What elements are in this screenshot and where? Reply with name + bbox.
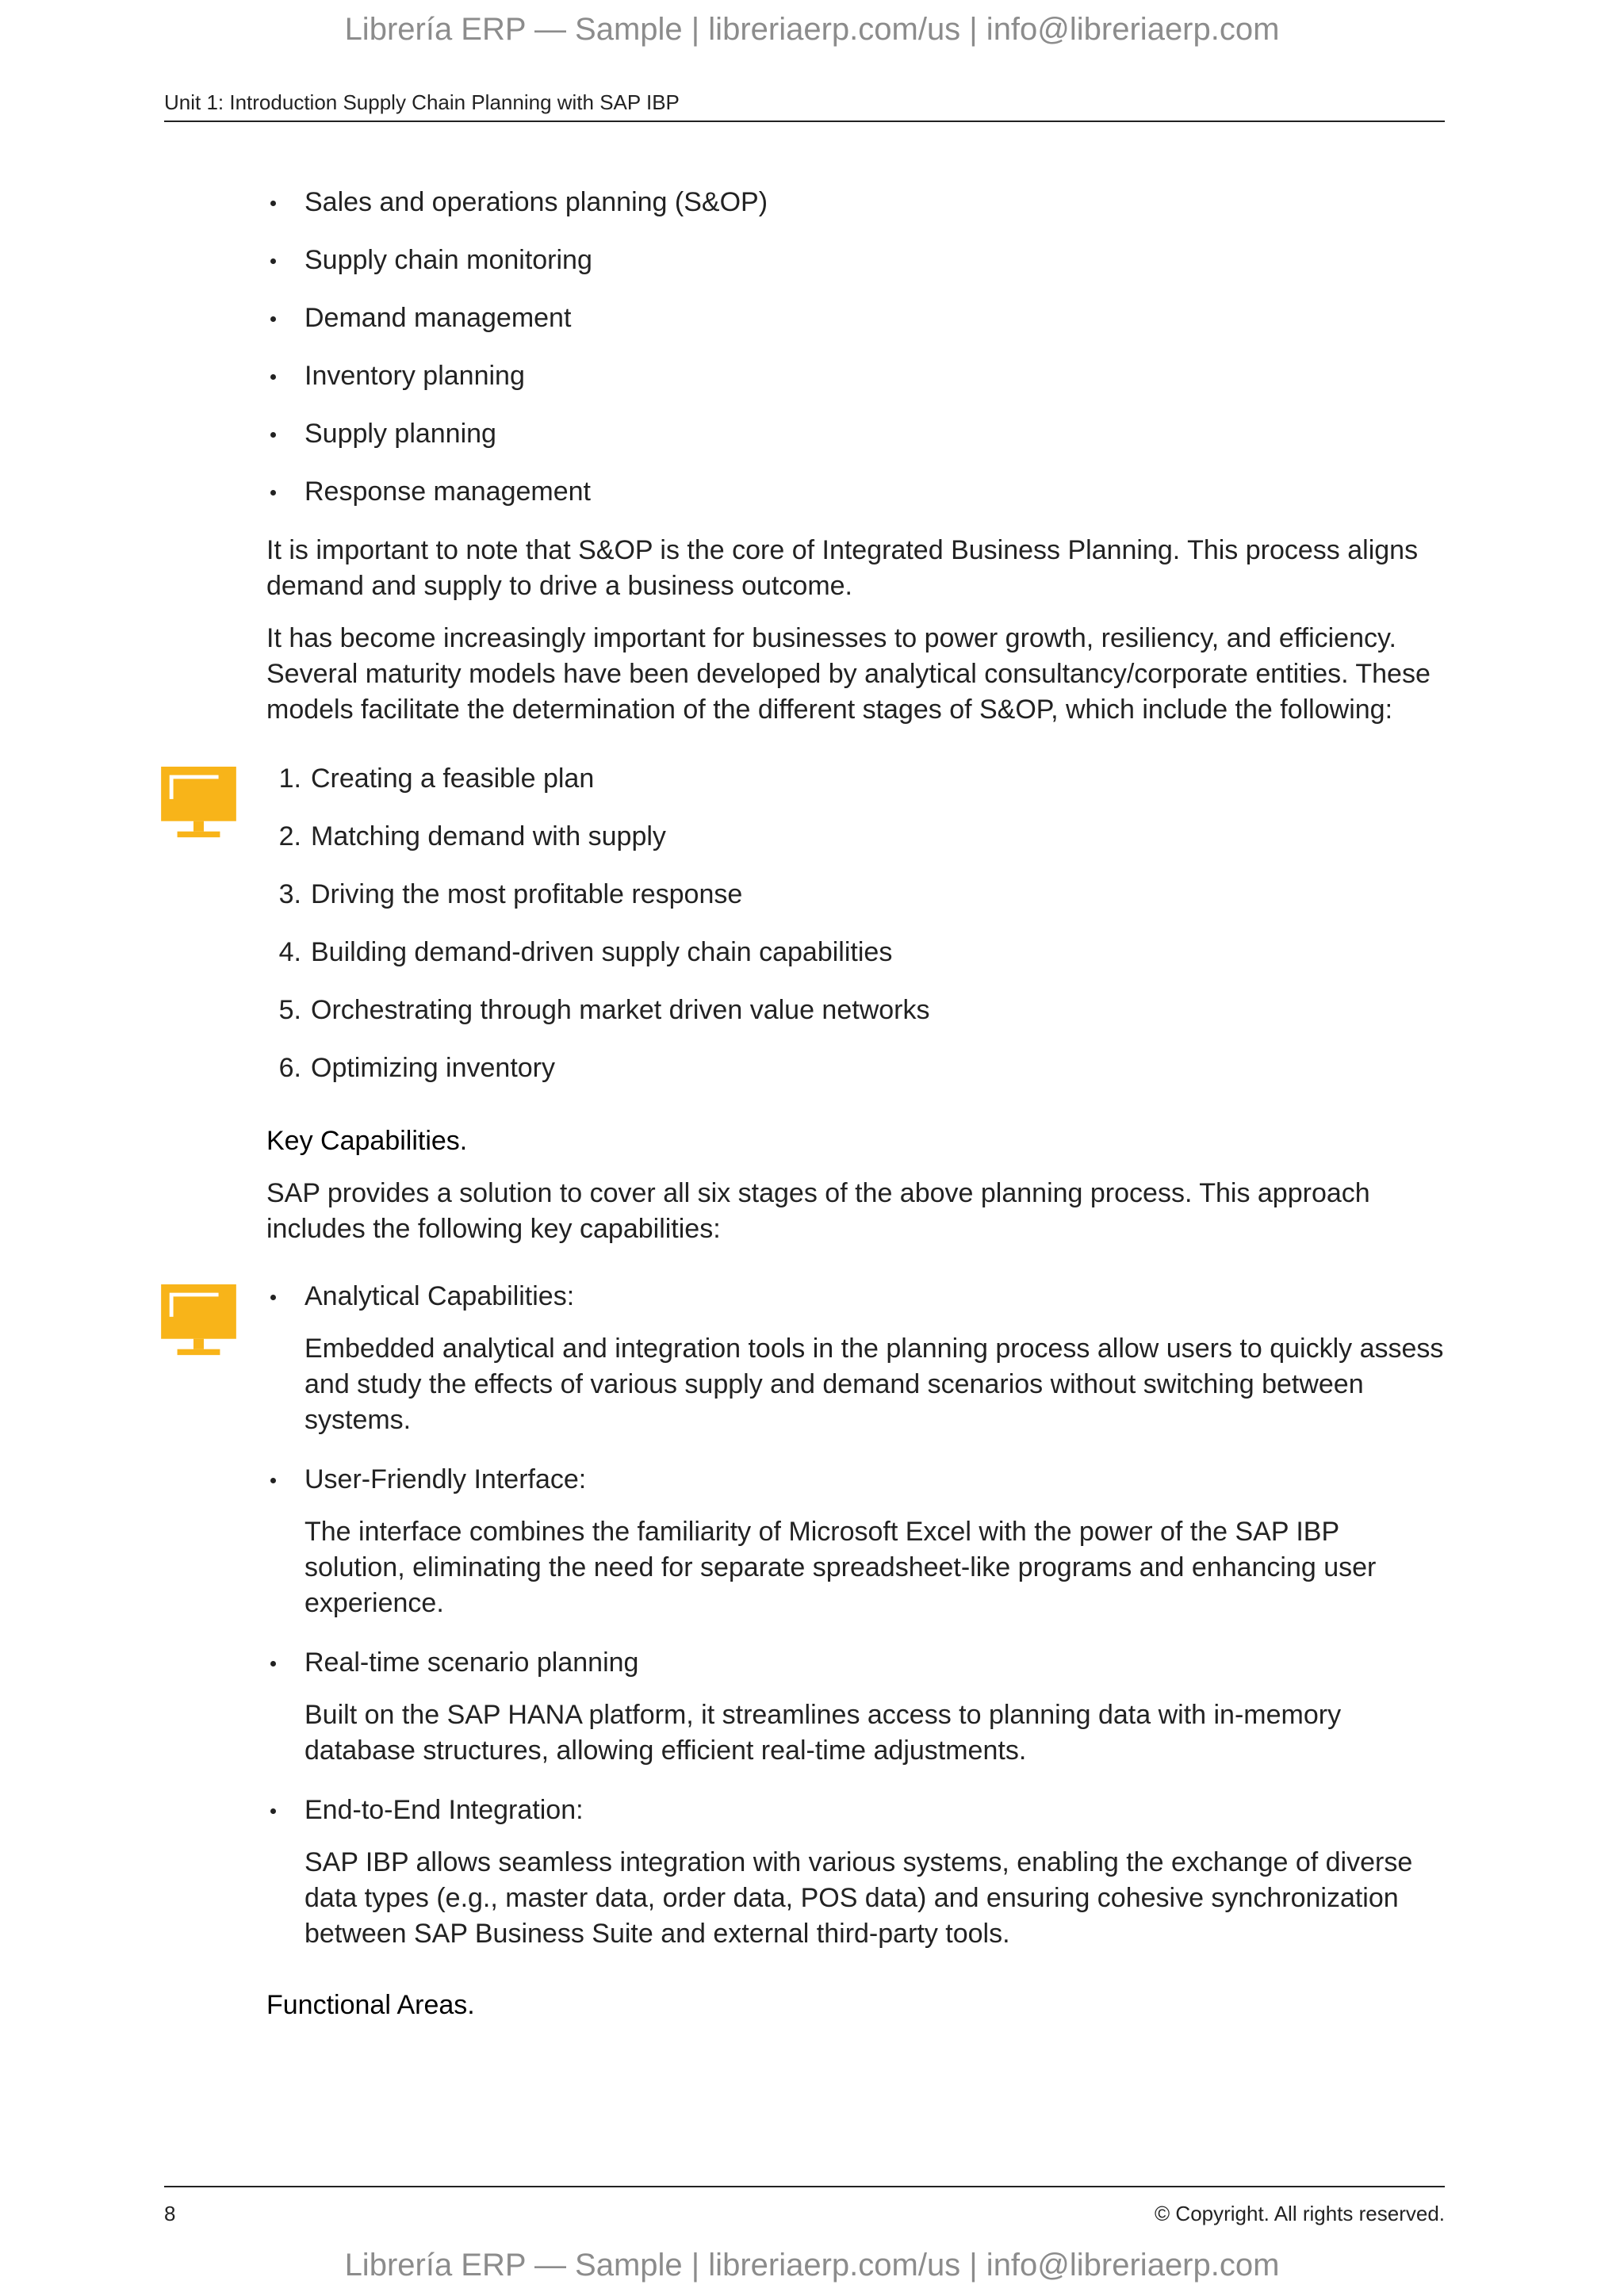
watermark-bottom: Librería ERP — Sample | libreriaerp.com/us | info@libreriaerp.com	[344, 2248, 1280, 2283]
process-list	[266, 185, 1445, 510]
list-item	[266, 877, 1445, 913]
body-paragraph: It has become increasingly important for businesses to power growth, resiliency, and efficiency. Several maturity models have been developed by analytical consultancy/corporate entities. These models facilitate the determination of the different stages of S&OP, which include the following:	[266, 623, 1431, 725]
list-item	[266, 474, 1445, 510]
body-paragraph: It is important to note that S&OP is the core of Integrated Business Planning. This process aligns demand and supply to drive a business outcome.	[266, 535, 1419, 601]
item-number: 6.	[278, 1053, 301, 1083]
list-item	[266, 761, 1445, 797]
list-item	[266, 300, 1445, 336]
header-divider	[164, 121, 1445, 122]
page-content	[266, 185, 1445, 2023]
capability-item	[266, 1462, 1445, 1621]
capability-item	[266, 1279, 1445, 1438]
capability-title: End-to-End Integration:	[304, 1795, 584, 1825]
bullet	[266, 416, 304, 452]
list-item-text: Building demand-driven supply chain capabilities	[311, 937, 893, 967]
body-paragraph: SAP provides a solution to cover all six stages of the above planning process. This approach includes the following key capabilities:	[266, 1178, 1370, 1244]
list-item-text: Demand management	[304, 303, 572, 333]
item-number: 2.	[278, 821, 301, 851]
list-item	[266, 416, 1445, 452]
item-number: 3.	[278, 879, 301, 909]
list-item-text: Matching demand with supply	[311, 821, 666, 851]
list-item-text: Supply chain monitoring	[304, 245, 592, 275]
capability-item	[266, 1793, 1445, 1952]
footer-divider	[164, 2186, 1445, 2187]
list-item-text: Orchestrating through market driven value networks	[311, 995, 930, 1025]
page-number: 8	[164, 2202, 176, 2225]
list-item	[266, 358, 1445, 394]
list-item-text: Response management	[304, 476, 592, 507]
section-heading-key-capabilities: Key Capabilities.	[266, 1126, 468, 1156]
monitor-icon	[161, 767, 236, 839]
item-number: 5.	[278, 995, 301, 1025]
list-item	[266, 243, 1445, 278]
list-item-text: Supply planning	[304, 419, 496, 449]
bullet	[266, 185, 304, 220]
list-item	[266, 993, 1445, 1028]
item-number: 4.	[278, 937, 301, 967]
list-item-text: Driving the most profitable response	[311, 879, 743, 909]
bullet	[266, 243, 304, 278]
capability-description: SAP IBP allows seamless integration with various systems, enabling the exchange of diverse data types (e.g., master data, order data, POS data) and ensuring cohesive synchronization between SAP Business Suite and external third-party tools.	[304, 1847, 1413, 1949]
list-item-text: Optimizing inventory	[311, 1053, 556, 1083]
bullet	[266, 358, 304, 394]
watermark-top: Librería ERP — Sample | libreriaerp.com/us | info@libreriaerp.com	[344, 12, 1280, 47]
copyright-notice: © Copyright. All rights reserved.	[1155, 2202, 1445, 2225]
capability-title-row	[266, 1462, 1445, 1498]
capabilities-list	[266, 1279, 1445, 1952]
running-header: Unit 1: Introduction Supply Chain Planning with SAP IBP	[164, 90, 680, 114]
item-number: 1.	[278, 763, 301, 794]
section-heading-functional-areas: Functional Areas.	[266, 1990, 475, 2020]
bullet	[266, 1462, 304, 1498]
list-item	[266, 819, 1445, 855]
capability-title-row	[266, 1793, 1445, 1828]
list-item-text: Sales and operations planning (S&OP)	[304, 187, 768, 217]
capability-title-row	[266, 1279, 1445, 1314]
capability-item	[266, 1645, 1445, 1769]
list-item-text: Creating a feasible plan	[311, 763, 595, 794]
capability-title: User-Friendly Interface:	[304, 1464, 587, 1494]
bullet	[266, 1279, 304, 1314]
capability-title: Analytical Capabilities:	[304, 1281, 575, 1311]
capability-description: The interface combines the familiarity of Microsoft Excel with the power of the SAP IBP solution, eliminating the need for separate spreadsheet-like programs and enhancing user experience.	[304, 1517, 1377, 1618]
stages-list	[266, 761, 1445, 1086]
list-item	[266, 185, 1445, 220]
bullet	[266, 300, 304, 336]
monitor-icon	[161, 1284, 236, 1357]
capability-title-row	[266, 1645, 1445, 1681]
bullet	[266, 474, 304, 510]
list-item	[266, 1050, 1445, 1086]
capability-description: Embedded analytical and integration tools in the planning process allow users to quickly assess and study the effects of various supply and demand scenarios without switching between systems.	[304, 1334, 1444, 1435]
bullet	[266, 1793, 304, 1828]
capability-title: Real-time scenario planning	[304, 1647, 639, 1678]
list-item	[266, 935, 1445, 970]
bullet	[266, 1645, 304, 1681]
list-item-text: Inventory planning	[304, 361, 525, 391]
capability-description: Built on the SAP HANA platform, it streamlines access to planning data with in-memory database structures, allowing efficient real-time adjustments.	[304, 1700, 1342, 1766]
